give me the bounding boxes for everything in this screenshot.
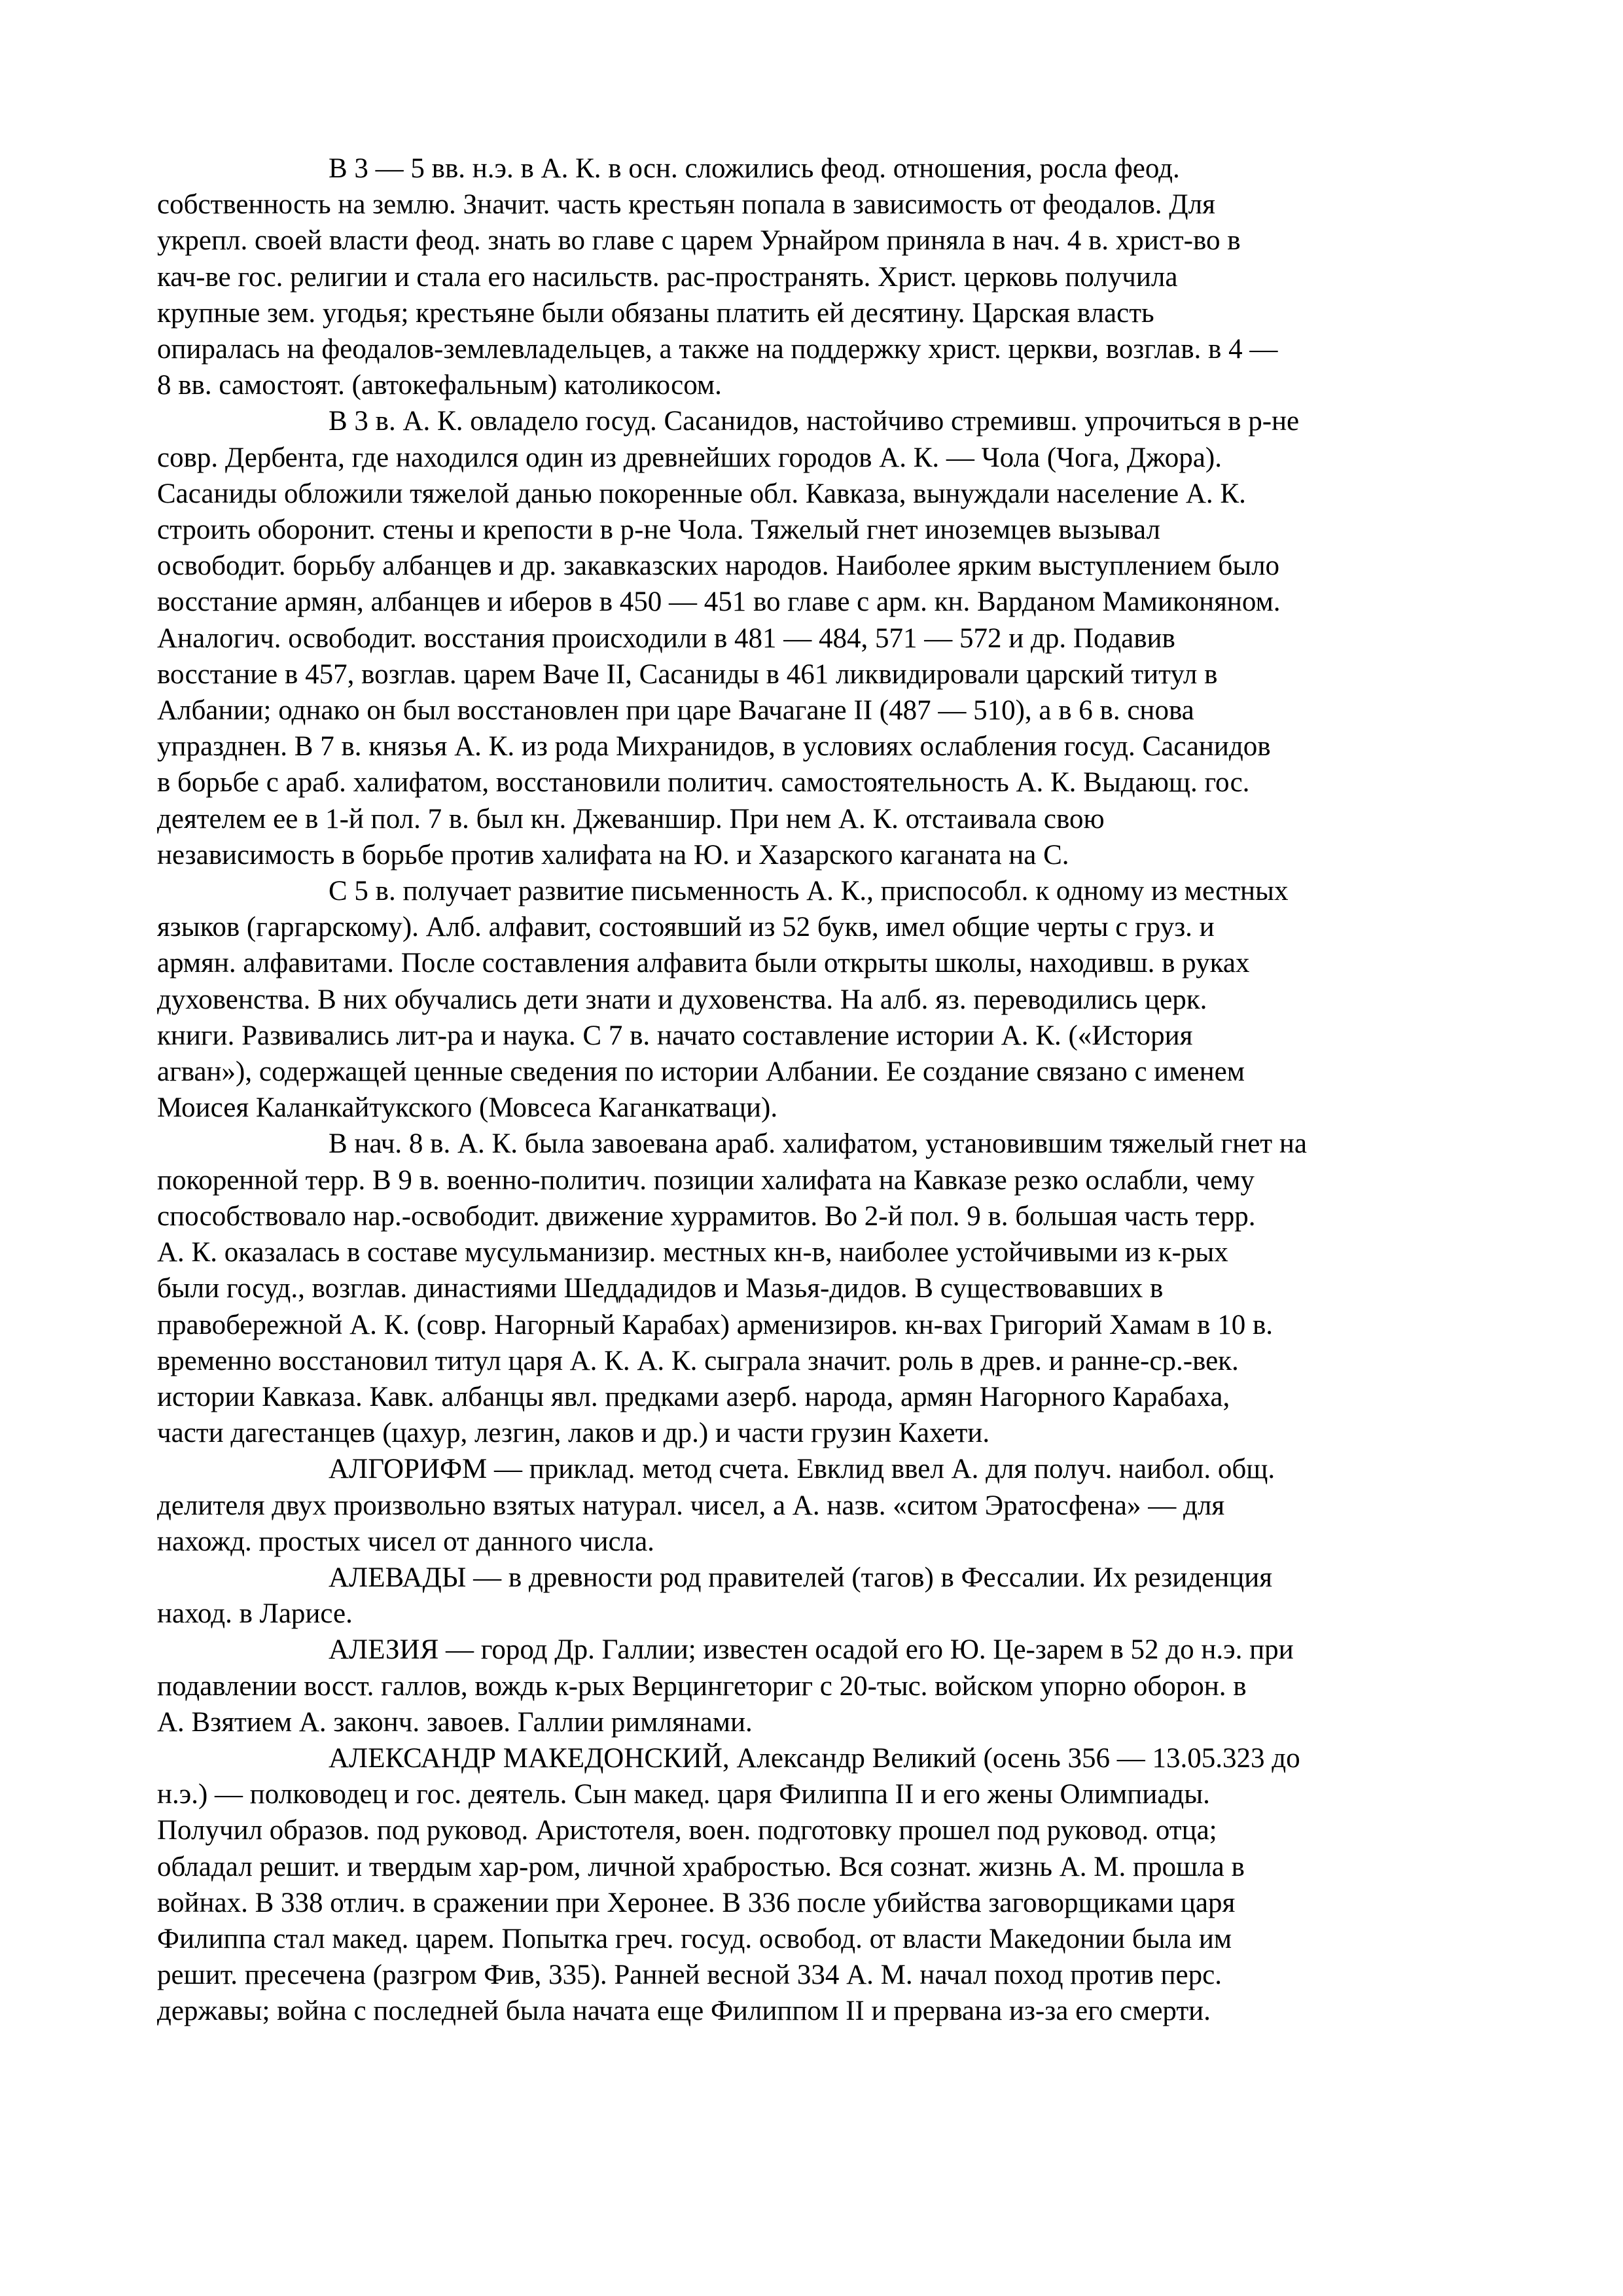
paragraph-alesia-entry: АЛЕЗИЯ — город Др. Галлии; известен осадой его Ю. Це-зарем в 52 до н.э. при подавлении восст. галлов, вождь к-рых Верцингеториг с 20-тыс. войском упорно оборон. в А. Взятием А. законч. завоев. Галлии римлянами.	[157, 1634, 1294, 1738]
paragraph-albania-feudal-relations: В 3 — 5 вв. н.э. в А. К. в осн. сложились феод. отношения, росла феод. собственность на землю. Значит. часть крестьян попала в зависимость от феодалов. Для укрепл. своей власти феод. знать во главе с царем Урнайром приняла в нач. 4 в. христ-во в кач-ве гос. религии и стала его насильств. рас-пространять. Христ. церковь получила крупные зем. угодья; крестьяне были обязаны платить ей десятину. Царская власть опиралась на феодалов-землевладельцев, а также на поддержку христ. церкви, возглав. в 4 — 8 вв. самостоят. (автокефальным) католикосом.	[157, 153, 1278, 401]
paragraph-albania-arab-conquest: В нач. 8 в. А. К. была завоевана араб. халифатом, установившим тяжелый гнет на покоренной терр. В 9 в. военно-политич. позиции халифата на Кавказе резко ослабли, чему способствовало нар.-освободит. движение хуррамитов. Во 2-й пол. 9 в. большая часть терр. А. К. оказалась в составе мусульманизир. местных кн-в, наиболее устойчивыми из к-рых были госуд., возглав. династиями Шеддадидов и Мазья-дидов. В существовавших в правобережной А. К. (совр. Нагорный Карабах) арменизиров. кн-вах Григорий Хамам в 10 в. временно восстановил титул царя А. К. А. К. сыграла значит. роль в древ. и ранне-ср.-век. истории Кавказа. Кавк. албанцы явл. предками азерб. народа, армян Нагорного Карабаха, части дагестанцев (цахур, лезгин, лаков и др.) и части грузин Кахети.	[157, 1128, 1307, 1449]
paragraph-aleuadae-entry: АЛЕВАДЫ — в древности род правителей (тагов) в Фессалии. Их резиденция наход. в Ларисе.	[157, 1562, 1273, 1630]
paragraph-algorithm-entry: АЛГОРИФМ — приклад. метод счета. Евклид ввел А. для получ. наибол. общ. делителя двух произвольно взятых натурал. чисел, а А. назв. «ситом Эратосфена» — для нахожд. простых чисел от данного числа.	[157, 1454, 1275, 1557]
paragraph-albania-writing: С 5 в. получает развитие письменность А. К., приспособл. к одному из местных языков (гаргарскому). Алб. алфавит, состоявший из 52 букв, имел общие черты с груз. и армян. алфавитами. После составления алфавита были открыты школы, находивш. в руках духовенства. В них обучались дети знати и духовенства. На алб. яз. переводились церк. книги. Развивались лит-ра и наука. С 7 в. начато составление истории А. К. («История агван»), содержащей ценные сведения по истории Албании. Ее создание связано с именем Моисея Каланкайтукского (Мовсеса Каганкатваци).	[157, 876, 1289, 1124]
paragraph-albania-sasanids: В 3 в. А. К. овладело госуд. Сасанидов, настойчиво стремивш. упрочиться в р-не совр. Дербента, где находился один из древнейших городов А. К. — Чола (Чога, Джора). Сасаниды обложили тяжелой данью покоренные обл. Кавказа, вынуждали население А. К. строить оборонит. стены и крепости в р-не Чола. Тяжелый гнет иноземцев вызывал освободит. борьбу албанцев и др. закавказских народов. Наиболее ярким выступлением было восстание армян, албанцев и иберов в 450 — 451 во главе с арм. кн. Варданом Мамиконяном. Аналогич. освободит. восстания происходили в 481 — 484, 571 — 572 и др. Подавив восстание в 457, возглав. царем Ваче II, Сасаниды в 461 ликвидировали царский титул в Албании; однако он был восстановлен при царе Вачагане II (487 — 510), а в 6 в. снова упразднен. В 7 в. князья А. К. из рода Михранидов, в условиях ослабления госуд. Сасанидов в борьбе с араб. халифатом, восстановили политич. самостоятельность А. К. Выдающ. гос. деятелем ее в 1-й пол. 7 в. был кн. Джеваншир. При нем А. К. отстаивала свою независимость в борьбе против халифата на Ю. и Хазарского каганата на С.	[157, 406, 1300, 870]
document-page	[157, 151, 1469, 2030]
paragraph-alexander-entry: АЛЕКСАНДР МАКЕДОНСКИЙ, Александр Великий (осень 356 — 13.05.323 до н.э.) — полководец и гос. деятель. Сын макед. царя Филиппа II и его жены Олимпиады. Получил образов. под руковод. Аристотеля, воен. подготовку прошел под руковод. отца; обладал решит. и твердым хар-ром, личной храбростью. Вся сознат. жизнь А. М. прошла в войнах. В 338 отлич. в сражении при Херонее. В 336 после убийства заговорщиками царя Филиппа стал макед. царем. Попытка греч. госуд. освобод. от власти Македонии была им решит. пресечена (разгром Фив, 335). Ранней весной 334 А. М. начал поход против перс. державы; война с последней была начата еще Филиппом II и прервана из-за его смерти.	[157, 1742, 1300, 2027]
